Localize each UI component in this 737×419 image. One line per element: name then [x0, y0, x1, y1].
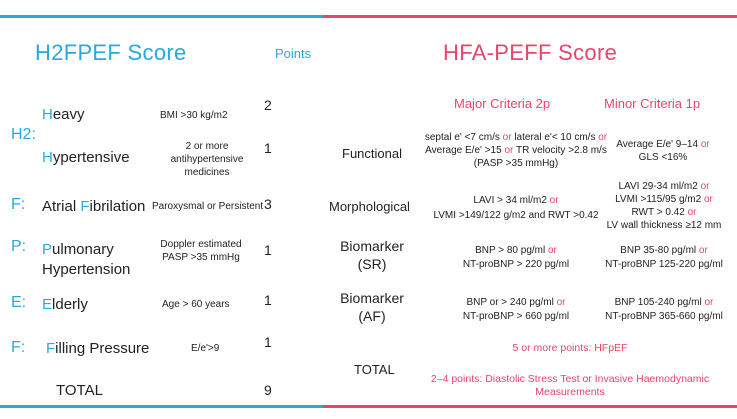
or-2: or	[598, 132, 608, 143]
ph-initial: P	[42, 241, 53, 258]
minor-header: Minor Criteria 1p	[604, 96, 701, 111]
heavy-criterion: BMI >30 kg/m2	[160, 110, 228, 121]
elderly-label	[42, 296, 88, 313]
functional-major-2a: Average E/e' >15	[425, 145, 502, 156]
sr-major-1: BNP > 80 pg/ml	[475, 245, 546, 256]
hfapeff-total-line1: 5 or more points: HFpEF	[512, 342, 628, 354]
or-8: or	[687, 207, 697, 218]
h2fpef-total-points: 9	[264, 382, 272, 398]
af-major-1: BNP or > 240 pg/ml	[466, 297, 554, 308]
p-prefix: P:	[11, 238, 27, 255]
h2fpef-total-label: TOTAL	[56, 382, 103, 399]
top-bar-red	[323, 15, 737, 18]
functional-major-1a: septal e' <7 cm/s	[424, 132, 500, 143]
ph-label	[42, 240, 130, 280]
or-11: or	[556, 297, 566, 308]
heavy-points: 2	[264, 97, 272, 113]
functional-major	[422, 131, 610, 170]
sr-minor-2: NT-proBNP 125-220 pg/ml	[605, 259, 723, 270]
fp-initial: F	[46, 340, 56, 357]
ph-rest: ulmonary	[52, 241, 114, 258]
af-minor-2: NT-proBNP 365-660 pg/ml	[605, 311, 723, 322]
functional-label: Functional	[342, 146, 402, 161]
hfapeff-total-line2	[420, 373, 720, 399]
hypertensive-rest: ypertensive	[52, 149, 130, 166]
or-1: or	[502, 132, 512, 143]
morph-major-1: LAVI > 34 ml/m2	[473, 195, 547, 206]
morphological-label: Morphological	[329, 199, 410, 214]
bottom-bar-red	[323, 405, 737, 408]
biomarker-sr-major	[422, 244, 610, 272]
elderly-criterion: Age > 60 years	[162, 299, 230, 310]
elderly-rest: lderly	[52, 296, 88, 313]
hfapeff-total-label: TOTAL	[354, 362, 395, 377]
heavy-label	[42, 106, 85, 123]
e-prefix: E:	[11, 294, 27, 311]
fp-rest: illing Pressure	[55, 340, 150, 357]
hypertensive-points: 1	[264, 140, 272, 156]
af-major-2: NT-proBNP > 660 pg/ml	[462, 311, 570, 322]
fp-label	[46, 340, 149, 357]
biomarker-sr-line2: (SR)	[357, 256, 387, 272]
af-minor-1: BNP 105-240 pg/ml	[614, 297, 702, 308]
sr-major-2: NT-proBNP > 220 pg/ml	[462, 259, 570, 270]
total-line3-text: Measurements	[535, 386, 605, 398]
biomarker-af-line2: (AF)	[358, 308, 386, 324]
major-header: Major Criteria 2p	[454, 96, 551, 111]
fp-points: 1	[264, 334, 272, 350]
morph-minor-3: RWT > 0.42	[631, 207, 685, 218]
or-12: or	[704, 297, 714, 308]
fp-prefix: F:	[11, 339, 26, 356]
af-rest2: ibrilation	[89, 198, 146, 215]
biomarker-sr-line1: Biomarker	[340, 238, 404, 254]
h2fpef-title: H2FPEF Score	[35, 40, 187, 65]
total-line2-text: 2–4 points: Diastolic Stress Test or Invasive Haemodynamic	[430, 373, 710, 385]
morph-minor-1: LAVI 29-34 ml/m2	[618, 181, 698, 192]
hfapeff-title: HFA-PEFF Score	[443, 40, 618, 65]
ph-criterion: Doppler estimated PASP >35 mmHg	[160, 239, 242, 263]
or-7: or	[703, 194, 713, 205]
functional-major-2b: TR velocity >2.8 m/s	[515, 145, 607, 156]
or-4: or	[700, 139, 710, 150]
bottom-bar-blue	[0, 405, 323, 408]
functional-major-3: (PASP >35 mmHg)	[473, 158, 559, 169]
hypertensive-criterion: 2 or more antihypertensive medicines	[170, 141, 244, 178]
elderly-initial: E	[42, 296, 53, 313]
elderly-points: 1	[264, 292, 272, 308]
functional-minor-1: Average E/e' 9–14	[616, 139, 699, 150]
biomarker-af-line1: Biomarker	[340, 290, 404, 306]
functional-minor	[608, 138, 718, 164]
morph-minor-2: LVMI >115/95 g/m2	[615, 194, 702, 205]
or-5: or	[549, 195, 559, 206]
top-bar-blue	[0, 15, 323, 18]
af-criterion: Paroxysmal or Persistent	[152, 201, 264, 212]
hypertensive-initial: H	[42, 149, 53, 166]
biomarker-af-minor	[598, 296, 730, 324]
h2-label: H2:	[11, 126, 36, 143]
af-points: 3	[264, 196, 272, 212]
af-initial: F	[80, 198, 90, 215]
ph-points: 1	[264, 242, 272, 258]
ph-line2: Hypertension	[42, 261, 131, 278]
points-header: Points	[275, 46, 312, 61]
biomarker-af-label	[332, 289, 412, 325]
morph-minor-4: LV wall thickness ≥12 mm	[606, 220, 722, 231]
or-6: or	[700, 181, 710, 192]
heavy-initial: H	[42, 106, 53, 123]
heavy-rest: eavy	[52, 106, 85, 123]
fp-criterion: E/e'>9	[191, 343, 220, 354]
hypertensive-label	[42, 149, 130, 166]
af-prefix: F:	[11, 196, 26, 213]
af-label	[42, 198, 145, 215]
functional-minor-2: GLS <16%	[638, 152, 688, 163]
morph-major-2: LVMI >149/122 g/m2 and RWT >0.42	[433, 210, 599, 221]
af-rest: Atrial	[42, 198, 81, 215]
functional-major-1b: lateral e'< 10 cm/s	[514, 132, 596, 143]
biomarker-af-major	[422, 296, 610, 324]
morphological-minor	[602, 180, 726, 232]
or-10: or	[698, 245, 708, 256]
biomarker-sr-minor	[598, 244, 730, 272]
morphological-major	[422, 193, 610, 223]
biomarker-sr-label	[332, 237, 412, 273]
sr-minor-1: BNP 35-80 pg/ml	[620, 245, 697, 256]
or-9: or	[548, 245, 557, 256]
or-3: or	[504, 145, 514, 156]
